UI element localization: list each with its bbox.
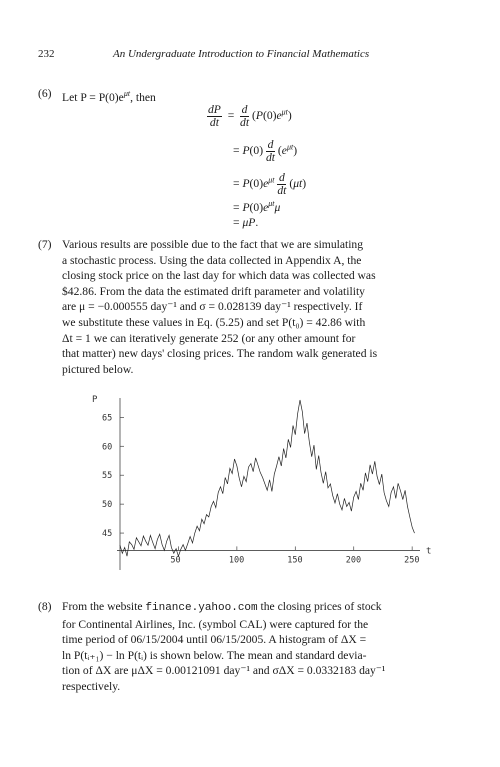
running-title: An Undergraduate Introduction to Financial Mathematics: [113, 48, 370, 60]
chart-series: [120, 400, 415, 556]
item-8-line: ln P(tᵢ₊₁) − ln P(tᵢ) is shown below. The mean and standard devia-: [62, 648, 367, 662]
y-tick-label: 45: [102, 529, 113, 540]
y-axis-label: P: [92, 395, 98, 405]
x-tick-label: 200: [345, 555, 362, 566]
equation-line-2: = P(0) $\frac{d}{dt}$ $(e^{\mu t})$: [233, 138, 298, 164]
running-header: [0, 48, 500, 64]
item-7-line: Various results are possible due to the fact that we are simulating: [62, 238, 364, 251]
y-tick-label: 50: [102, 500, 113, 511]
item-8-line: for Continental Airlines, Inc. (symbol CAL) were captured for the: [62, 617, 369, 631]
item-8-line: respectively.: [62, 679, 121, 693]
item-8-text: [62, 599, 472, 695]
item-6-intro: Let $P = P(0)e^{\mu t}$, then: [62, 89, 156, 104]
item-7-line: a stochastic process. Using the data collected in Appendix A, the: [62, 253, 362, 267]
chart-axes: [92, 395, 431, 570]
item-7-line: are μ = −0.000555 day⁻¹ and σ = 0.028139 day⁻¹ respectively. If: [62, 300, 363, 314]
x-axis-label: t: [426, 546, 432, 557]
x-tick-label: 50: [170, 555, 181, 566]
x-tick-label: 100: [228, 555, 245, 566]
x-tick-label: 150: [287, 555, 303, 566]
equation-line-5: = μP.: [233, 216, 259, 229]
y-tick-label: 55: [102, 471, 113, 482]
price-series-line: [120, 400, 415, 556]
item-7-text: [62, 237, 472, 377]
page-number: 232: [38, 48, 55, 60]
x-tick-label: 250: [404, 555, 420, 566]
item-8-line: tion of ΔX are μΔX = 0.00121091 day⁻¹ and σΔX = 0.0332183 day⁻¹: [62, 664, 386, 678]
item-7-number: (7): [38, 238, 52, 251]
chart-ticks: [102, 413, 420, 565]
item-8-number: (8): [38, 600, 52, 613]
item-7-line: that matter) new days' closing prices. The random walk generated is: [62, 347, 378, 361]
item-6-number: (6): [38, 87, 52, 100]
equation-line-1: $\frac{dP}{dt}$ = $\frac{d}{dt}$ $(P(0)e^{\mu t})$: [208, 103, 292, 129]
item-7-line: $42.86. From the data the estimated drift parameter and volatility: [62, 284, 365, 298]
item-7-line: we substitute these values in Eq. (5.25) and set P(t₀) = 42.86 with: [62, 315, 366, 329]
item-7-line: closing stock price on the last day for which data was collected was: [62, 269, 376, 283]
y-tick-label: 60: [102, 442, 113, 453]
equation-line-4: = $P(0)e^{\mu t}\mu$: [233, 199, 281, 214]
item-7-line: pictured below.: [62, 362, 134, 376]
random-walk-chart: [0, 382, 500, 582]
item-8-line-1: From the website finance.yahoo.com the closing prices of stock: [62, 600, 382, 614]
equation-line-3: = $P(0)e^{\mu t}$ $\frac{d}{dt}$ (μt): [233, 171, 307, 197]
y-tick-label: 65: [102, 413, 113, 424]
item-7-line: Δt = 1 we can iteratively generate 252 (or any other amount for: [62, 331, 356, 345]
website-text: finance.yahoo.com: [145, 602, 258, 614]
item-8-line: time period of 06/15/2004 until 06/15/2005. A histogram of ΔX =: [62, 633, 367, 647]
